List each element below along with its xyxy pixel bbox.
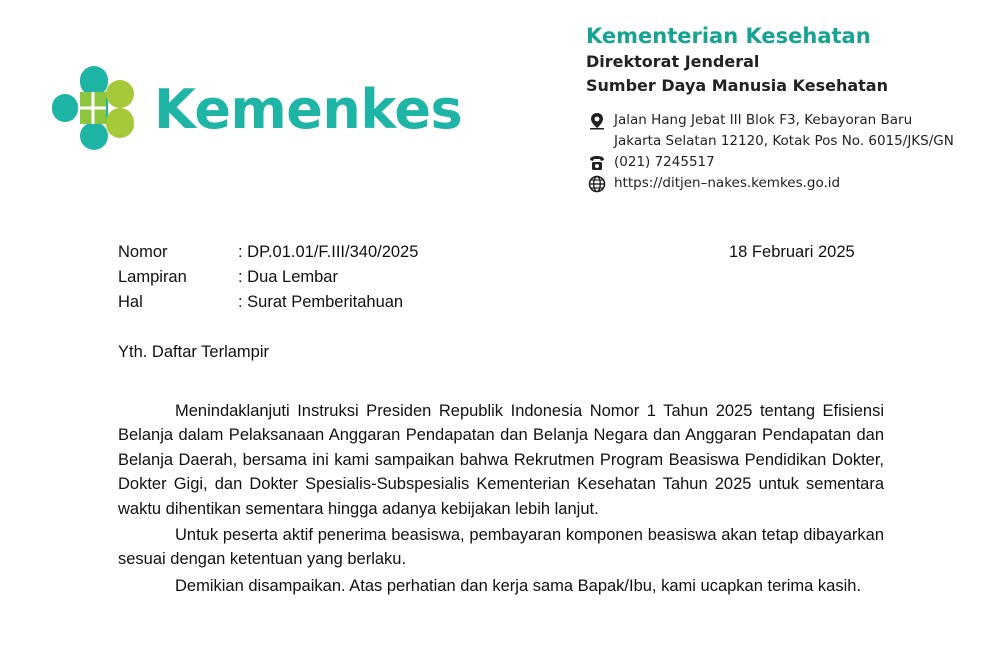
website-url[interactable]: https://ditjen–nakes.kemkes.go.id — [614, 175, 841, 191]
logo-wordmark: Kemenkes — [154, 78, 463, 141]
globe-icon — [588, 175, 606, 193]
kemenkes-logo — [44, 62, 464, 162]
letter-date: 18 Februari 2025 — [729, 243, 855, 261]
nomor-value: : DP.01.01/F.III/340/2025 — [238, 243, 419, 261]
body-paragraph-1: Menindaklanjuti Instruksi Presiden Republik Indonesia Nomor 1 Tahun 2025 tentang Efisiensi Belanja dalam Pelaksanaan Anggaran Pendapatan dan Belanja Negara dan Anggaran Pendapatan dan Belanja Daerah, bersama ini kami sampaikan bahwa Rekrutmen Program Beasiswa Pendidikan Dokter, Dokter Gigi, dan Dokter Spesialis-Subspesialis Kementerian Kesehatan Tahun 2025 untuk sementara waktu dihentikan sementara hingga adanya kebijakan lebih lanjut. — [118, 402, 884, 518]
phone-row — [588, 152, 954, 173]
letter-body — [118, 399, 884, 600]
address-line-1: Jalan Hang Jebat III Blok F3, Kebayoran Baru — [614, 112, 913, 128]
kemenkes-logo-mark-icon — [44, 62, 136, 154]
hal-label: Hal — [118, 293, 143, 311]
hal-value: : Surat Pemberitahuan — [238, 293, 404, 311]
address-row — [588, 110, 954, 131]
contact-block — [588, 110, 954, 194]
letterhead-title — [586, 22, 888, 98]
phone-number: (021) 7245517 — [614, 154, 715, 170]
lampiran-value: : Dua Lembar — [238, 268, 338, 286]
addressee: Yth. Daftar Terlampir — [118, 343, 269, 361]
ministry-name: Kementerian Kesehatan — [586, 24, 871, 48]
nomor-label: Nomor — [118, 243, 168, 261]
website-row — [588, 173, 954, 194]
body-paragraph-3: Demikian disampaikan. Atas perhatian dan kerja sama Bapak/Ibu, kami ucapkan terima kasih. — [175, 576, 862, 595]
directorate-line-2: Sumber Daya Manusia Kesehatan — [586, 76, 888, 95]
location-pin-icon — [588, 112, 606, 130]
lampiran-label: Lampiran — [118, 268, 187, 286]
directorate-line-1: Direktorat Jenderal — [586, 52, 760, 71]
address-row-2 — [588, 131, 954, 152]
address-line-2: Jakarta Selatan 12120, Kotak Pos No. 6015/JKS/GN — [614, 133, 954, 149]
body-paragraph-2: Untuk peserta aktif penerima beasiswa, pembayaran komponen beasiswa akan tetap dibayarkan sesuai dengan ketentuan yang berlaku. — [118, 526, 884, 569]
phone-icon — [588, 154, 606, 172]
